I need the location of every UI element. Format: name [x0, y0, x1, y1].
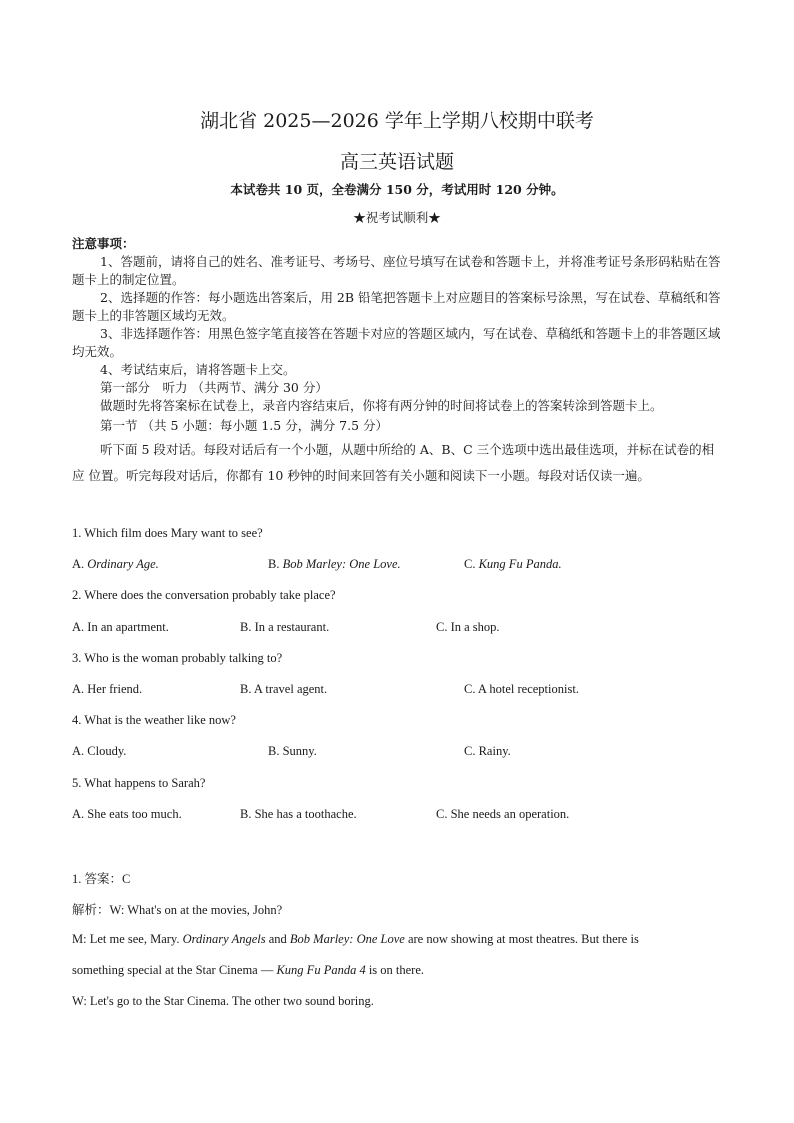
question-1-stem: 1. Which film does Mary want to see?	[72, 526, 263, 540]
analysis-line-3	[72, 963, 724, 978]
exam-title: 湖北省 2025—2026 学年上学期八校期中联考	[200, 110, 594, 132]
part1-heading: 第一部分 听力 （共两节、满分 30 分）	[100, 380, 328, 395]
analysis-line-1	[72, 900, 724, 918]
question-5-option-c: C. She needs an operation.	[436, 807, 570, 821]
part1-instruction: 做题时先将答案标在试卷上，录音内容结束后，你将有两分钟的时间将试卷上的答案转涂到答题卡上。	[100, 398, 663, 413]
exam-info: 本试卷共 10 页，全卷满分 150 分，考试用时 120 分钟。	[230, 182, 564, 197]
notice-section	[72, 235, 724, 489]
question-3-stem: 3. Who is the woman probably talking to?	[72, 651, 283, 665]
question-4-option-b: B. Sunny.	[268, 744, 317, 758]
line2-film-1: Ordinary Angels	[182, 932, 266, 946]
line3-part-c: is on there.	[365, 963, 425, 977]
option-b-prefix: B.	[268, 557, 283, 571]
question-3-option-c: C. A hotel receptionist.	[464, 682, 579, 696]
section1-instruction: 听下面 5 段对话。每段对话后有一个小题，从题中所给的 A、B、C 三个选项中选出最佳选项，并标在试卷的相应 位置。听完每段对话后，你都有 10 秒钟的时间来回答有关小题和阅读下一小题。每段对话仅读一遍。	[72, 442, 715, 483]
analysis-line-4: W: Let's go to the Star Cinema. The other two sound boring.	[72, 994, 374, 1008]
line2-film-2: Bob Marley: One Love	[289, 932, 405, 946]
line2-part-e: are now showing at most theatres. But there is	[404, 932, 639, 946]
analysis-text-1: W: What's on at the movies, John?	[109, 903, 283, 917]
notice-heading: 注意事项：	[72, 236, 135, 251]
line3-film: Kung Fu Panda 4	[276, 963, 366, 977]
analysis-label: 解析：	[72, 903, 110, 917]
question-1-option-c	[464, 557, 562, 572]
option-a-text: Ordinary Age.	[87, 557, 159, 571]
question-1-option-b	[268, 557, 401, 572]
line3-part-a: something special at the Star Cinema —	[72, 963, 277, 977]
option-b-text: Bob Marley: One Love.	[282, 557, 401, 571]
notice-item-2: 2、选择题的作答：每小题选出答案后，用 2B 铅笔把答题卡上对应题目的答案标号涂黑，写在试卷、草稿纸和答题卡上的非答题区域均无效。	[72, 290, 721, 323]
line2-part-c: and	[265, 932, 290, 946]
question-2-stem: 2. Where does the conversation probably take place?	[72, 588, 336, 602]
answer-label: 1. 答案：C	[72, 872, 131, 886]
question-4-option-a: A. Cloudy.	[72, 744, 127, 758]
question-2-option-a: A. In an apartment.	[72, 620, 169, 634]
question-4-stem: 4. What is the weather like now?	[72, 713, 236, 727]
question-5-option-b: B. She has a toothache.	[240, 807, 357, 821]
analysis-line-2	[72, 932, 724, 947]
notice-item-1: 1、答题前，请将自己的姓名、准考证号、考场号、座位号填写在试卷和答题卡上，并将准考证号条形码粘贴在答题卡上的制定位置。	[72, 254, 721, 287]
exam-wish: ★祝考试顺利★	[353, 210, 441, 225]
option-c-text: Kung Fu Panda.	[478, 557, 562, 571]
question-2-option-c: C. In a shop.	[436, 620, 500, 634]
option-c-prefix: C.	[464, 557, 479, 571]
question-4-option-c: C. Rainy.	[464, 744, 511, 758]
question-5-stem: 5. What happens to Sarah?	[72, 776, 206, 790]
question-3-option-b: B. A travel agent.	[240, 682, 328, 696]
section1-heading: 第一节 （共 5 小题：每小题 1.5 分，满分 7.5 分）	[100, 418, 389, 433]
question-3-option-a: A. Her friend.	[72, 682, 143, 696]
question-1-option-a	[72, 557, 159, 572]
question-5-option-a: A. She eats too much.	[72, 807, 182, 821]
question-2-option-b: B. In a restaurant.	[240, 620, 330, 634]
line2-part-a: M: Let me see, Mary.	[72, 932, 183, 946]
option-a-prefix: A.	[72, 557, 88, 571]
notice-item-4: 4、考试结束后，请将答题卡上交。	[100, 362, 296, 377]
notice-item-3: 3、非选择题作答：用黑色签字笔直接答在答题卡对应的答题区域内，写在试卷、草稿纸和答题卡上的非答题区域均无效。	[72, 326, 721, 359]
exam-subtitle: 高三英语试题	[339, 151, 454, 173]
